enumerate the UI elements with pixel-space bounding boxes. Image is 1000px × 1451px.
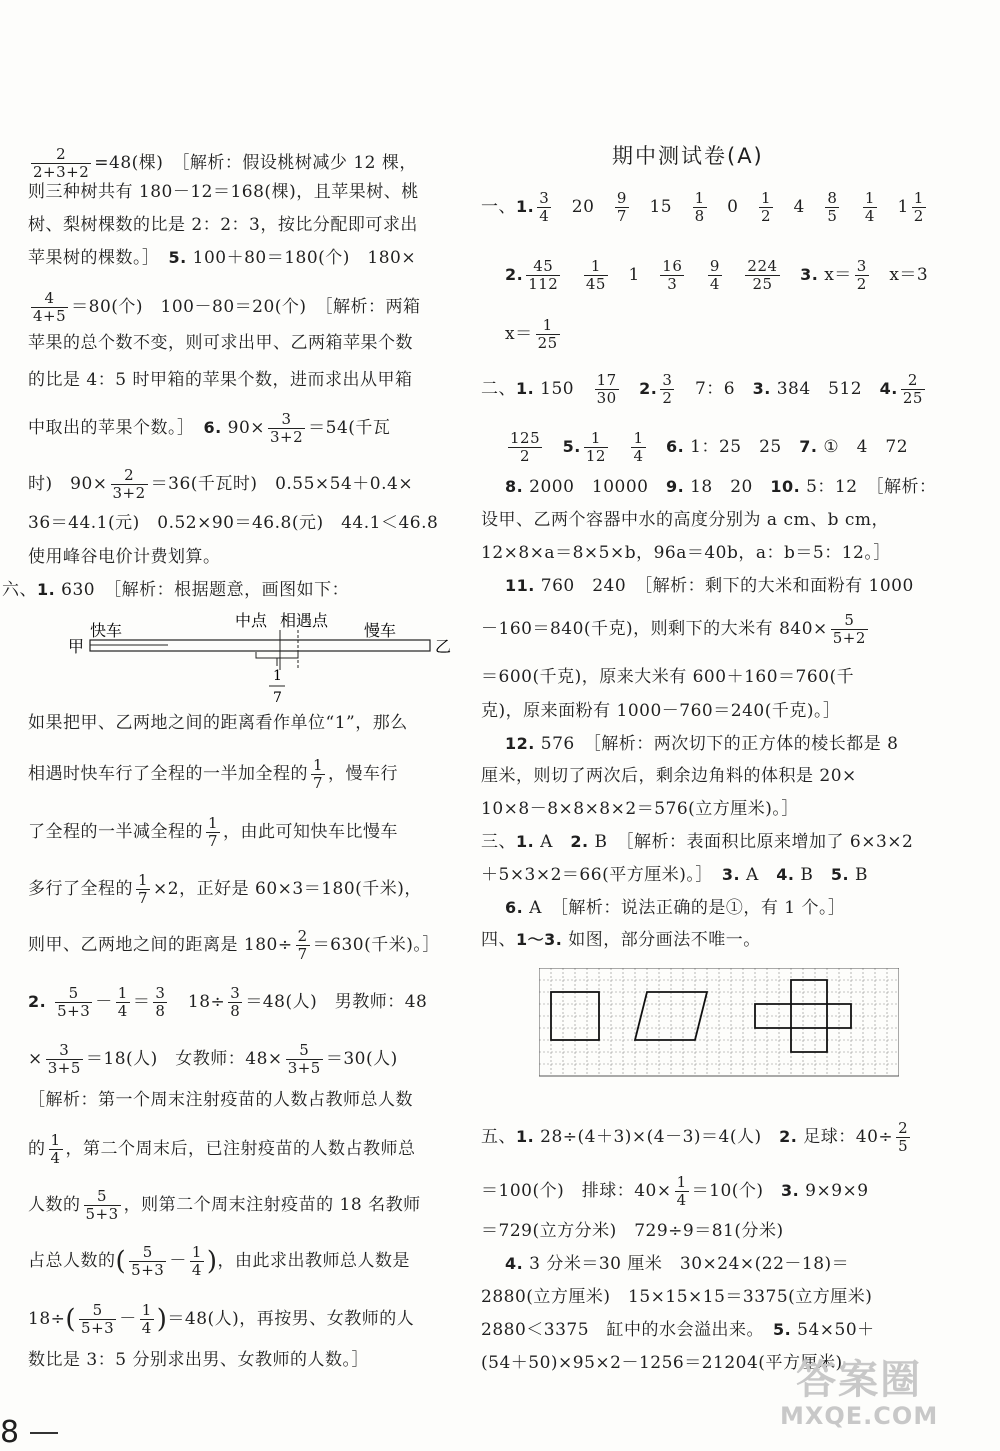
line: 中取出的苹果个数。］ 6. 90× $\frac{3}{3+2}$ ＝54(千瓦 (28, 410, 391, 446)
fraction: $\frac{1}{7}$ (313, 756, 324, 792)
diagram-label-slow: 慢车 (364, 621, 397, 640)
diagram-label-fast: 快车 (90, 621, 123, 640)
line: x＝ $\frac{1}{25}$ (505, 316, 558, 352)
grid-figure (539, 968, 899, 1086)
line: ＋5×3×2＝66(平方厘米)。］ 3. A 4. B 5. B (481, 865, 868, 885)
diagram-label-yi: 乙 (435, 637, 452, 656)
fraction: $\frac{2}{2+3+2}$ (33, 145, 90, 181)
watermark-text: 答案圈 (796, 1357, 923, 1403)
line: 2880＜3375 缸中的水会溢出来。 5. 54×50＋ (481, 1320, 875, 1340)
line: 六、1. 630 ［解析：根据题意，画图如下： (2, 580, 350, 600)
line: 苹果树的棵数。］ 5. 100＋80＝180(个) 180× (28, 248, 417, 268)
line: 2. $\frac{5}{5+3}$ － $\frac{1}{4}$ ＝ $\frac{3}{8}$ 18÷ $\frac{3}{8}$ ＝48(人) 男教师：48 (28, 984, 428, 1020)
line: 18÷( $\frac{5}{5+3}$ － $\frac{1}{4}$ )＝48(人)，再按男、女教师的人 (28, 1301, 415, 1337)
fraction: $\frac{5}{5+3}$ (57, 984, 91, 1020)
line: 6. A ［解析：说法正确的是①，有 1 个。］ (505, 898, 846, 918)
line: 人数的 $\frac{5}{5+3}$ ，则第二个周末注射疫苗的 18 名教师 (28, 1187, 421, 1223)
line: ＝600(千克)，原来大米有 600＋160＝760(千 (481, 667, 855, 687)
line: 11. 760 240 ［解析：剩下的大米和面粉有 1000 (505, 576, 914, 596)
line: ＝100(个) 排球：40× $\frac{1}{4}$ ＝10(个) 3. 9×9×9 (481, 1173, 869, 1209)
line: 如果把甲、乙两地之间的距离看作单位“1”，那么 (28, 713, 408, 733)
fraction: $\frac{3}{3+2}$ (270, 410, 304, 446)
line: 克)，原来面粉有 1000－760＝240(千克)。］ (481, 701, 841, 721)
fraction: $\frac{2}{7}$ (297, 927, 308, 963)
fraction: $\frac{5}{5+3}$ (81, 1301, 115, 1337)
line: 五、1. 28÷(4＋3)×(4－3)＝4(人) 2. 足球：40÷ $\frac{2}{5}$ (481, 1119, 909, 1155)
line: ＝729(立方分米) 729÷9＝81(分米) (481, 1221, 784, 1241)
line: 12. 576 ［解析：两次切下的正方体的棱长都是 8 (505, 734, 899, 754)
page-title: 期中测试卷(A) (612, 144, 764, 168)
line: (54＋50)×95×2－1256＝21204(平方厘米) (481, 1353, 843, 1373)
brace (256, 652, 298, 658)
fraction: $\frac{2}{3+2}$ (112, 466, 146, 502)
fraction: $\frac{5}{5+3}$ (131, 1243, 165, 1279)
fraction: $\frac{1}{4}$ (191, 1243, 202, 1279)
diagram-label-meet: 相遇点 (280, 611, 329, 630)
line: ［解析：第一个周末注射疫苗的人数占教师总人数 (28, 1090, 413, 1110)
grid-lines (539, 968, 899, 1076)
diagram-label-jia: 甲 (68, 637, 85, 656)
line: 的 $\frac{1}{4}$ ，第二个周末后，已注射疫苗的人数占教师总 (28, 1131, 416, 1167)
line: 了全程的一半减全程的 $\frac{1}{7}$ ，由此可知快车比慢车 (28, 814, 399, 850)
line: 厘米，则切了两次后，剩余边角料的体积是 20× (481, 766, 857, 786)
line: 4. 3 分米＝30 厘米 30×24×(22－18)＝ (505, 1254, 850, 1274)
line: 则甲、乙两地之间的距离是 180÷ $\frac{2}{7}$ ＝630(千米)。］ (28, 927, 440, 963)
fraction: $\frac{3}{8}$ (230, 984, 241, 1020)
fraction: $\frac{3}{8}$ (155, 984, 166, 1020)
fraction: $\frac{5}{5+3}$ (85, 1187, 119, 1223)
diagram-label-mid: 中点 (235, 611, 268, 630)
line: 相遇时快车行了全程的一半加全程的 $\frac{1}{7}$ ，慢车行 (28, 756, 399, 792)
line: 则三种树共有 180－12＝168(棵)，且苹果树、桃 (28, 182, 419, 202)
watermark-url: MXQE.COM (780, 1402, 939, 1430)
line: $\frac{2}{2+3+2}$ =48(棵) ［解析：假设桃树减少 12 棵， (33, 145, 417, 181)
line: 三、1. A 2. B ［解析：表面积比原来增加了 6×3×2 (481, 832, 914, 852)
fraction: $\frac{4}{4+5}$ (33, 289, 67, 325)
line: 12×8×a＝8×5×b，96a＝40b，a：b＝5：12。］ (481, 543, 891, 563)
diagram-frac-den: 7 (273, 690, 282, 706)
page-number: 8 (0, 1415, 20, 1450)
line: 树、梨树棵数的比是 2：2：3，按比分配即可求出 (28, 215, 418, 235)
line: $\frac{125}{2}$ 5. $\frac{1}{12}$ $\frac{1}{4}$ 6. 1：25 25 7. ① 4 72 (510, 429, 909, 465)
line: 8. 2000 10000 9. 18 20 10. 5：12 ［解析： (505, 477, 937, 497)
line: 苹果的总个数不变，则可求出甲、乙两箱苹果个数 (28, 333, 413, 353)
line: 时) 90× $\frac{2}{3+2}$ ＝36(千瓦时) 0.55×54＋0.4× (28, 466, 414, 502)
line: 10×8－8×8×8×2＝576(立方厘米)。］ (481, 799, 799, 819)
line: × $\frac{3}{3+5}$ ＝18(人) 女教师：48× $\frac{5}{3+5}$ ＝30(人) (28, 1041, 398, 1077)
line: 的比是 4：5 时甲箱的苹果个数，进而求出从甲箱 (28, 370, 413, 390)
page-number-rule (30, 1432, 58, 1434)
line: 一、1. $\frac{3}{4}$ 20 $\frac{9}{7}$ 15 $\frac{1}{8}$ 0 $\frac{1}{2}$ 4 $\frac{8}{5}$ $\frac{1}{4}$ 1 $\frac{1}{2}$ (481, 189, 924, 225)
line: 多行了全程的 $\frac{1}{7}$ ×2，正好是 60×3＝180(千米)， (28, 871, 422, 907)
distance-diagram (68, 608, 458, 708)
diagram-frac-num: 1 (273, 668, 282, 684)
line: 2. $\frac{45}{112}$ $\frac{1}{45}$ 1 $\frac{16}{3}$ $\frac{9}{4}$ $\frac{224}{25}$ 3. x＝ $\frac{3}{2}$ x＝3 (505, 257, 929, 293)
line: 二、1. 150 $\frac{17}{30}$ 2. $\frac{3}{2}$ 7：6 3. 384 512 4. $\frac{2}{25}$ (481, 371, 923, 407)
line: 占总人数的( $\frac{5}{5+3}$ － $\frac{1}{4}$ )，由此求出教师总人数是 (28, 1243, 411, 1279)
line: －160＝840(千克)，则剩下的大米有 840× $\frac{5}{5+2}$ (481, 611, 866, 647)
fraction: $\frac{1}{7}$ (138, 871, 149, 907)
fraction: $\frac{1}{4}$ (141, 1301, 152, 1337)
line: 36＝44.1(元) 0.52×90＝46.8(元) 44.1＜46.8 (28, 513, 439, 533)
fraction: $\frac{5}{3+5}$ (287, 1041, 321, 1077)
fraction: $\frac{1}{7}$ (208, 814, 219, 850)
line: $\frac{4}{4+5}$ ＝80(个) 100－80＝20(个) ［解析：两箱 (33, 289, 421, 325)
fraction: $\frac{1}{4}$ (50, 1131, 61, 1167)
line: 四、1～3. 如图，部分画法不唯一。 (481, 930, 761, 950)
fraction: $\frac{1}{4}$ (117, 984, 128, 1020)
fraction: $\frac{3}{3+5}$ (47, 1041, 81, 1077)
watermark-logo (780, 1358, 938, 1430)
line: 数比是 3：5 分别求出男、女教师的人数。］ (28, 1350, 369, 1370)
line: 使用峰谷电价计费划算。 (28, 547, 221, 567)
line: 设甲、乙两个容器中水的高度分别为 a cm、b cm， (481, 510, 890, 530)
line: 2880(立方厘米) 15×15×15＝3375(立方厘米) (481, 1287, 873, 1307)
